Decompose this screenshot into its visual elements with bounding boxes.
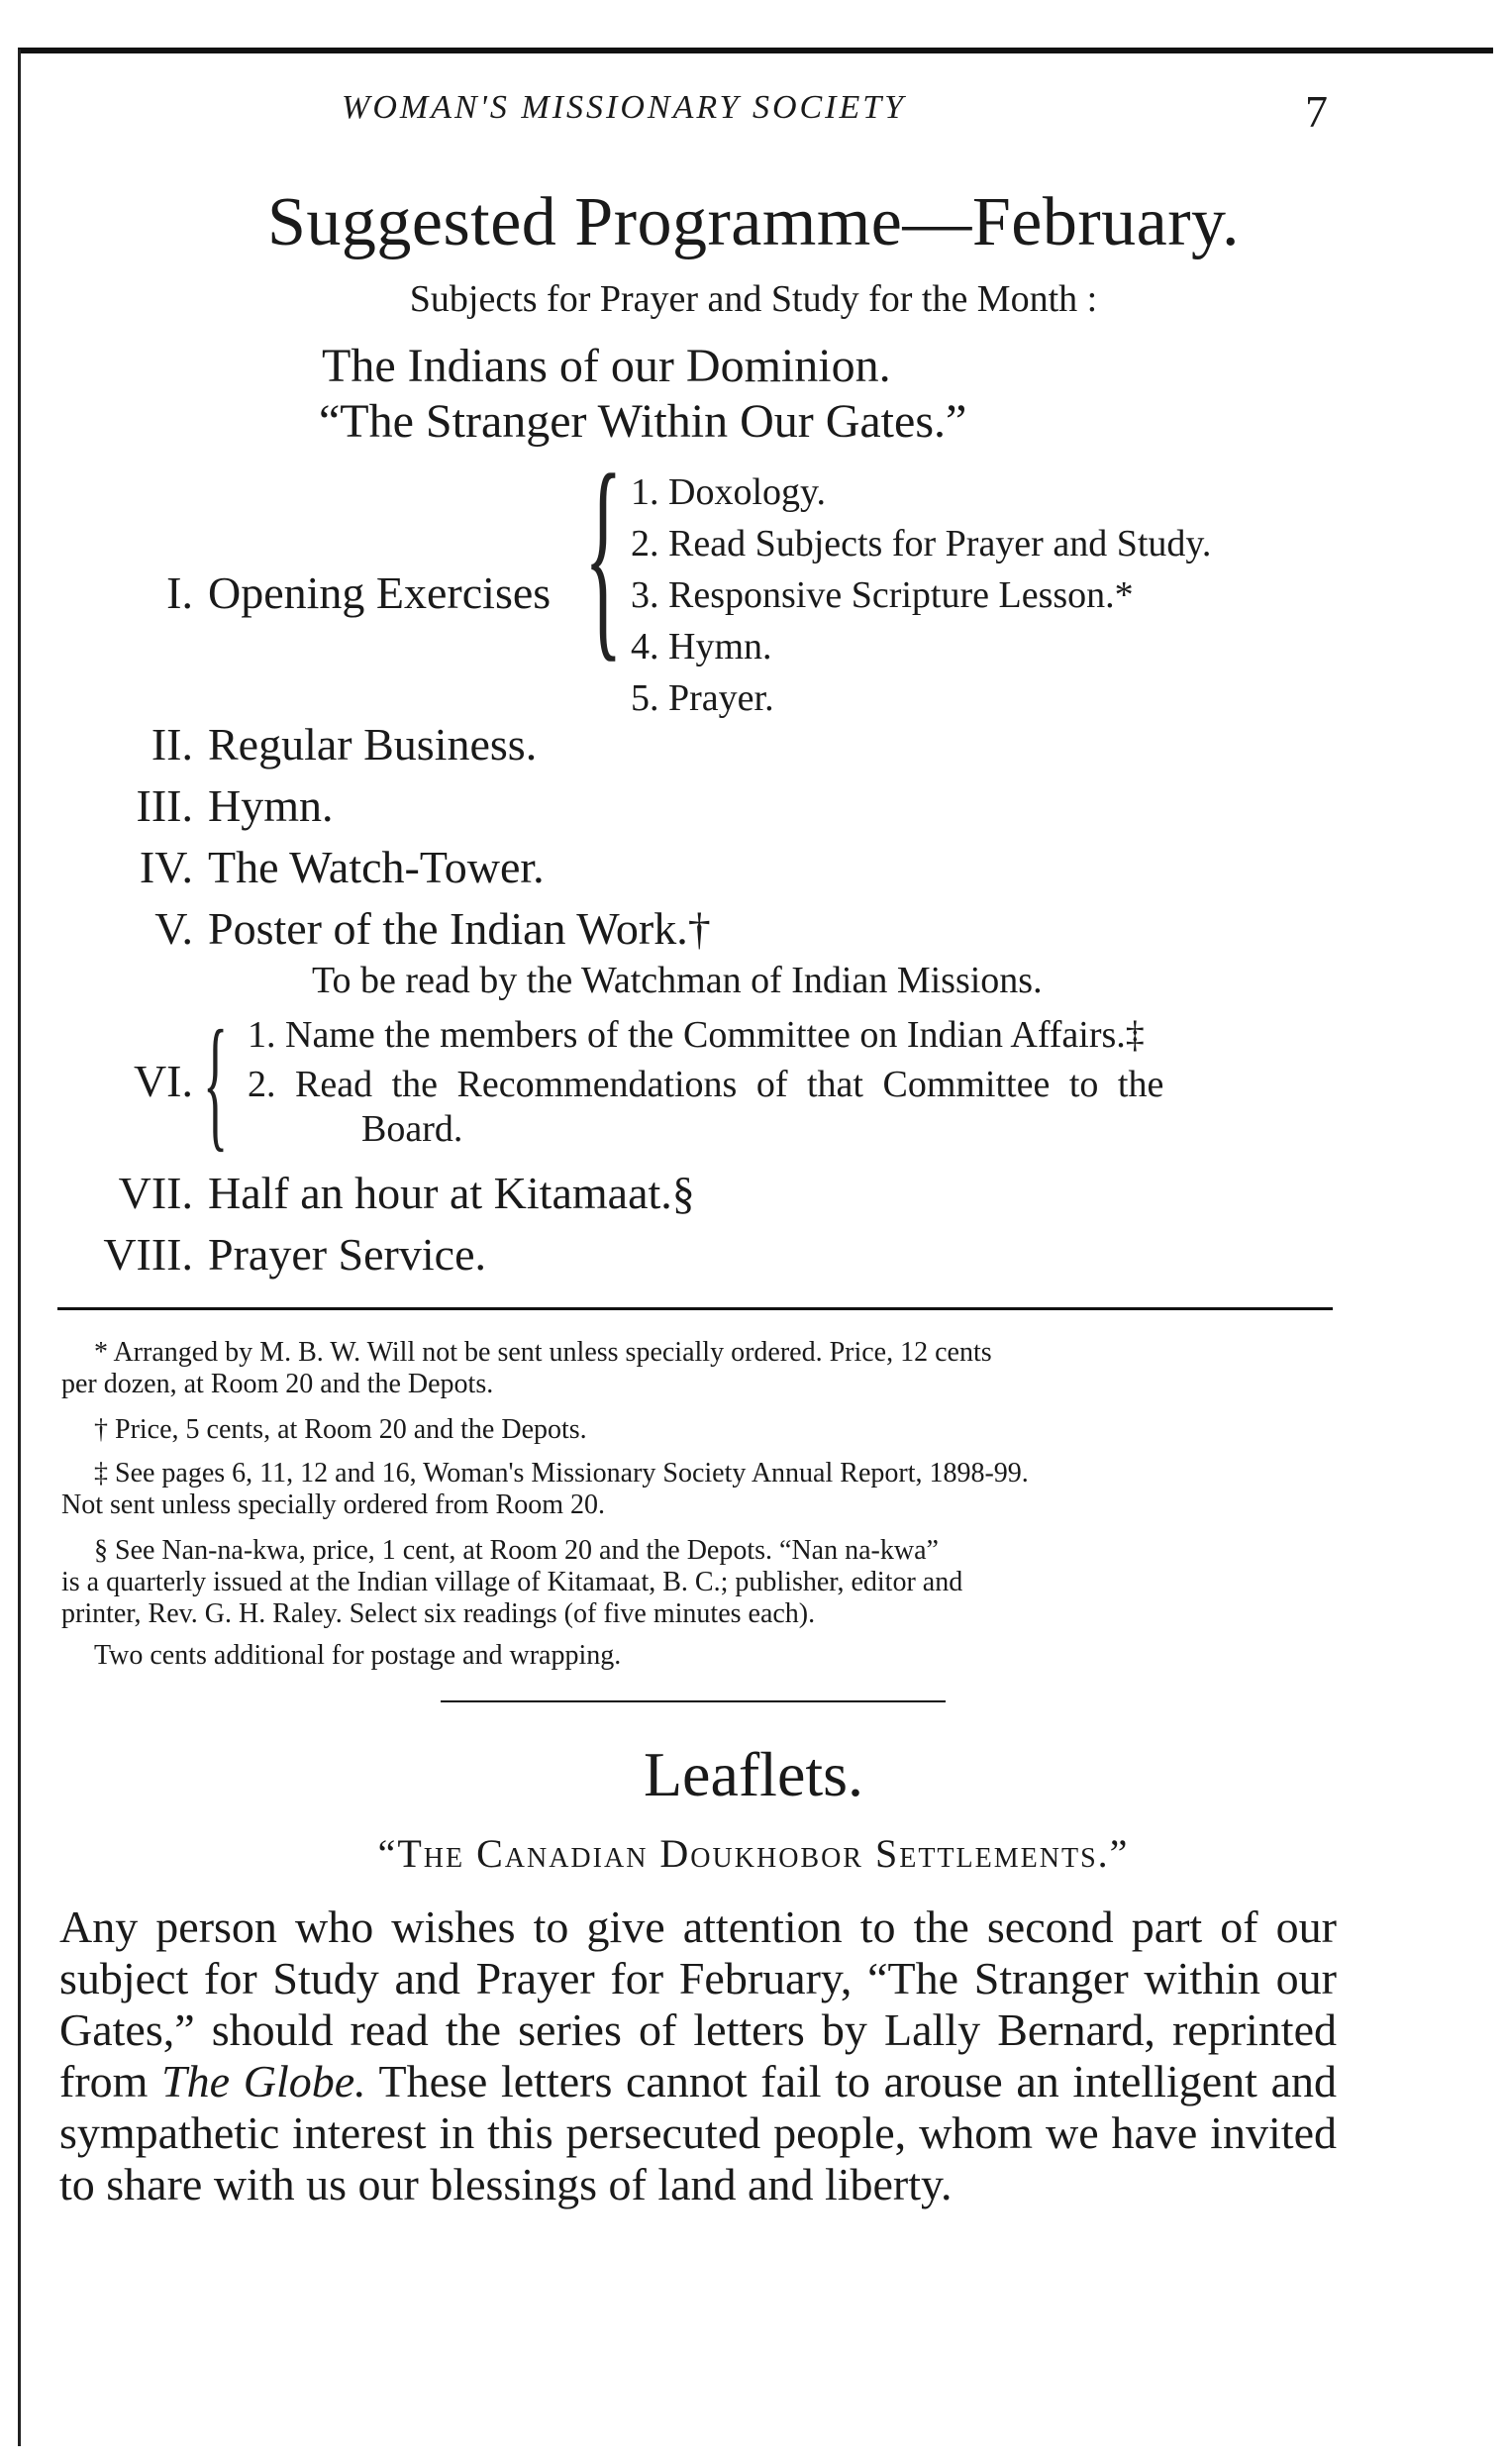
section-divider: [441, 1700, 946, 1702]
footnote-4-line-1: § See Nan-na-kwa, price, 1 cent, at Room 20 and the Depots. “Nan na-kwa”: [94, 1535, 939, 1566]
item-number-5: V.: [154, 903, 193, 954]
item-number-2: II.: [151, 719, 193, 770]
footnote-1-line-2: per dozen, at Room 20 and the Depots.: [61, 1369, 494, 1399]
subject-indians: The Indians of our Dominion.: [322, 340, 891, 392]
item-number-6: VI.: [133, 1056, 193, 1106]
globe-title: The Globe.: [161, 2056, 366, 2106]
leaflets-paragraph: [59, 1901, 1337, 2210]
item-hymn: Hymn.: [208, 780, 334, 831]
item-watch-tower: The Watch-Tower.: [208, 842, 545, 892]
footnote-4-line-2: is a quarterly issued at the Indian village of Kitamaat, B. C.; publisher, editor and: [61, 1567, 963, 1597]
item-prayer-service: Prayer Service.: [208, 1229, 486, 1280]
leaflets-subtitle: “The Canadian Doukhobor Settlements.”: [377, 1831, 1130, 1876]
opening-subitem-1: 1. Doxology.: [631, 471, 827, 513]
paragraph-text-1: Any person who wishes to give attention to the second part of our subject for Study and Prayer for February, “The Stranger within our Gates,” should read the series of letters by Lally Bernard, reprinted from: [59, 1901, 1337, 2106]
item-number-8: VIII.: [103, 1229, 193, 1280]
item-poster-indian-work: Poster of the Indian Work.†: [208, 903, 711, 954]
footnote-3-line-1: ‡ See pages 6, 11, 12 and 16, Woman's Missionary Society Annual Report, 1898-99.: [94, 1458, 1029, 1489]
item-number-7: VII.: [118, 1168, 193, 1218]
footnote-rule: [57, 1307, 1333, 1310]
footnote-5: Two cents additional for postage and wrapping.: [94, 1640, 622, 1671]
vi-brace: {: [203, 1000, 229, 1165]
programme-subtitle: Subjects for Prayer and Study for the Month :: [409, 278, 1098, 320]
subject-stranger: “The Stranger Within Our Gates.”: [319, 395, 967, 448]
footnote-4-line-3: printer, Rev. G. H. Raley. Select six readings (of five minutes each).: [61, 1598, 816, 1629]
item-kitamaat: Half an hour at Kitamaat.§: [208, 1168, 695, 1218]
footnote-3-line-2: Not sent unless specially ordered from Room 20.: [61, 1489, 606, 1520]
opening-subitem-5: 5. Prayer.: [631, 677, 774, 719]
poster-note: To be read by the Watchman of Indian Missions.: [312, 960, 1043, 1001]
opening-subitem-3: 3. Responsive Scripture Lesson.*: [631, 574, 1134, 616]
opening-subitem-2: 2. Read Subjects for Prayer and Study.: [631, 523, 1212, 565]
vi-subitem-2: 2. Read the Recommendations of that Committee to the: [248, 1064, 1164, 1105]
item-regular-business: Regular Business.: [208, 719, 538, 770]
paragraph-text-2: These letters cannot fail to arouse an intelligent and sympathetic interest in this persecuted people, whom we have invited to share with us our blessings of land and liberty.: [59, 2056, 1338, 2209]
footnote-1-line-1: * Arranged by M. B. W. Will not be sent unless specially ordered. Price, 12 cents: [94, 1337, 992, 1368]
vi-subitem-1: 1. Name the members of the Committee on Indian Affairs.‡: [248, 1014, 1145, 1056]
opening-subitem-4: 4. Hymn.: [631, 626, 772, 667]
top-border-line: [18, 48, 1493, 53]
page-number: 7: [1305, 86, 1328, 137]
leaflets-title: Leaflets.: [643, 1739, 864, 1809]
page-header: [0, 86, 1507, 139]
opening-brace: {: [584, 428, 623, 680]
item-number-4: IV.: [139, 842, 193, 892]
running-head: WOMAN'S MISSIONARY SOCIETY: [342, 89, 907, 126]
vi-subitem-2-cont: Board.: [361, 1108, 463, 1150]
item-number-3: III.: [136, 780, 193, 831]
footnote-2: † Price, 5 cents, at Room 20 and the Depots.: [94, 1414, 587, 1445]
item-number-1: I.: [166, 567, 193, 618]
programme-title: Suggested Programme—February.: [267, 184, 1240, 260]
item-opening-exercises: Opening Exercises: [208, 567, 552, 618]
